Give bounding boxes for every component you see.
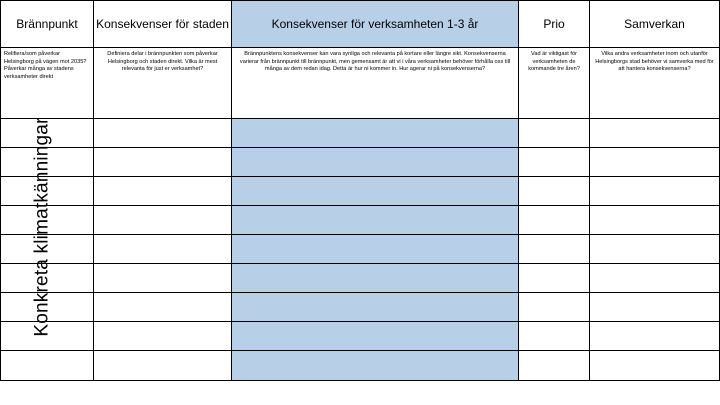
header-konsekvenser-staden: Konsekvenser för staden [94,1,232,48]
cell-samverkan[interactable] [590,293,720,322]
table-row [1,264,720,293]
cell-samverkan[interactable] [590,206,720,235]
cell-verksamheten[interactable] [232,293,519,322]
cell-samverkan-description: Vilka andra verksamheter inom och utanför Helsingborgs stad behöver vi samverka med för att hantera konsekvenserna? [590,48,720,119]
cell-verksamheten[interactable] [232,119,519,148]
side-label: Konkreta klimatkänningar [32,116,54,337]
table-row [1,177,720,206]
header-samverkan: Samverkan [590,1,720,48]
cell-samverkan[interactable] [590,148,720,177]
cell-prio[interactable] [519,148,590,177]
table-row [1,322,720,351]
cell-staden[interactable] [94,293,232,322]
header-prio: Prio [519,1,590,48]
cell-staden[interactable] [94,264,232,293]
cell-samverkan[interactable] [590,119,720,148]
cell-brannpunkt-description: Relifiera/som påverkar Helsingborg på vägen mot 2035? Påverkar många av stadens verksamheter direkt [1,48,94,119]
cell-prio[interactable] [519,351,590,381]
cell-staden[interactable] [94,235,232,264]
cell-verksamheten[interactable] [232,264,519,293]
cell-staden[interactable] [94,351,232,381]
cell-prio[interactable] [519,322,590,351]
header-row [1,1,720,48]
cell-staden[interactable] [94,119,232,148]
cell-prio[interactable] [519,177,590,206]
cell-samverkan[interactable] [590,264,720,293]
cell-staden[interactable] [94,206,232,235]
table-row [1,206,720,235]
table-row [1,235,720,264]
cell-verksamheten[interactable] [232,177,519,206]
cell-samverkan[interactable] [590,351,720,381]
table-row [1,351,720,381]
cell-verksamheten[interactable] [232,235,519,264]
cell-samverkan[interactable] [590,177,720,206]
cell-staden-description: Definiera delar i brännpunkten som påverkar Helsingborg och staden direkt. Vilka är mest relevanta för just er verksamhet? [94,48,232,119]
cell-verksamheten[interactable] [232,322,519,351]
cell-verksamheten[interactable] [232,351,519,381]
cell-verksamheten[interactable] [232,148,519,177]
cell-verksamheten-description: Brännpunktens konsekvenser kan vara synliga och relevanta på kortare eller längre sikt. Konsekvenserna varierar från brännpunkt till brännpunkt, men gemensamt är att vi i våra verksamheter behöver förhålla oss till många av dem redan idag. Detta är hur ni kommer in. Hur agerar ni på konsekvenserna? [232,48,519,119]
cell-prio[interactable] [519,235,590,264]
table-row [1,119,720,148]
cell-verksamheten[interactable] [232,206,519,235]
cell-prio[interactable] [519,264,590,293]
cell-prio[interactable] [519,206,590,235]
cell-staden[interactable] [94,177,232,206]
header-konsekvenser-verksamheten: Konsekvenser för verksamheten 1-3 år [232,1,519,48]
side-label-container [18,48,68,405]
cell-prio-description: Vad är viktigast för verksamheten de kommande tre åren? [519,48,590,119]
table-row [1,148,720,177]
cell-samverkan[interactable] [590,322,720,351]
cell-prio[interactable] [519,119,590,148]
cell-staden[interactable] [94,322,232,351]
header-brannpunkt: Brännpunkt [1,1,94,48]
cell-staden[interactable] [94,148,232,177]
cell-samverkan[interactable] [590,235,720,264]
cell-prio[interactable] [519,293,590,322]
description-row [1,48,720,119]
table-row [1,293,720,322]
